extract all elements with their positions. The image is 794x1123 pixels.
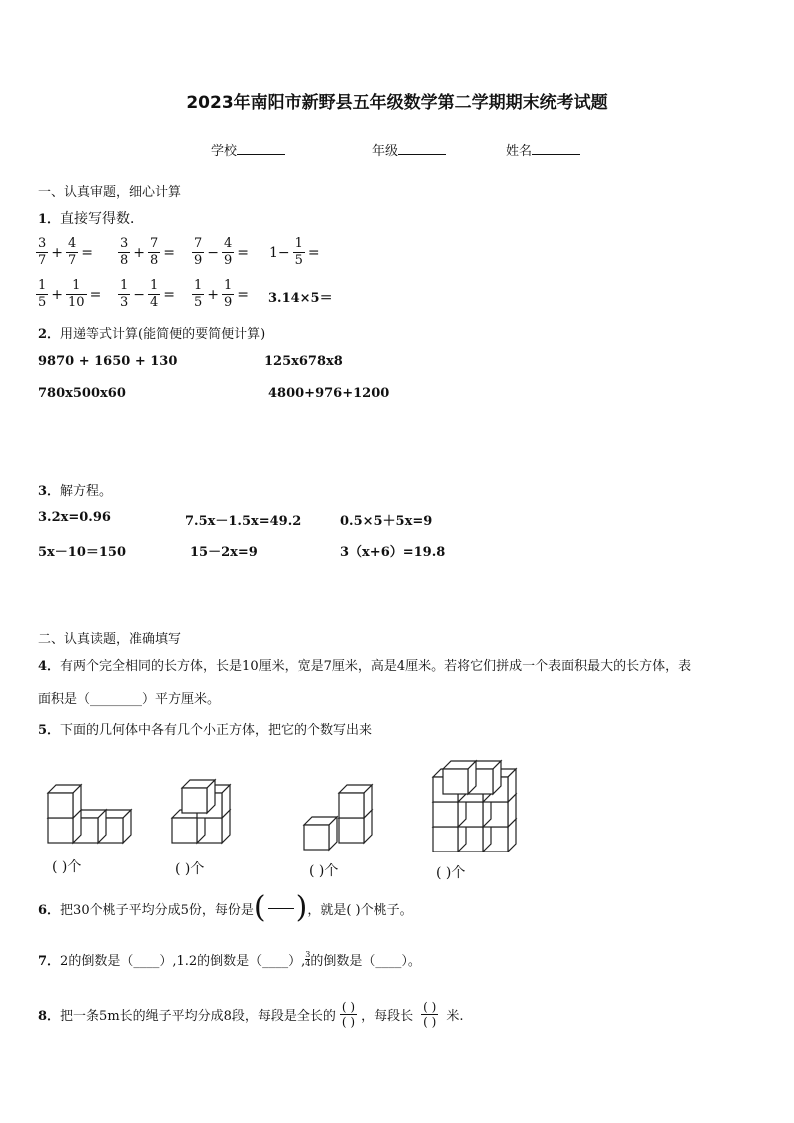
calc-item-1: $\frac{3}{7}$ + $\frac{4}{7}$ = [38,236,94,268]
fraction-blank[interactable]: ( ) [253,890,308,925]
figure-3-caption[interactable]: ( )个 [309,863,339,879]
figure-1 [48,785,131,843]
calc-item-2: $\frac{3}{8}$ + $\frac{7}{8}$ = [120,236,176,268]
calc-item-4: 1− $\frac{1}{5}$ = [269,236,320,268]
equation-3: 0.5×5＋5x=9 [340,514,433,529]
name-blank[interactable] [532,142,580,155]
equation-2: 7.5x－1.5x=49.2 [185,514,302,529]
figure-1-caption[interactable]: ( )个 [52,859,82,875]
figure-2 [172,780,230,843]
question-4: 4．有两个完全相同的长方体，长是10厘米，宽是7厘米，高是4厘米。若将它们拼成一个表面积最大的长方体，表 [38,659,692,674]
figure-3 [304,785,372,850]
figure-2-caption[interactable]: ( )个 [175,861,205,877]
figure-4 [433,761,516,852]
equation-4: 5x－10＝150 [38,545,127,560]
question-number: 1． [38,212,61,227]
calc-item-5: $\frac{1}{5}$ + $\frac{1}{10}$ = [38,278,102,310]
calc2-item-2: 125x678x8 [264,354,343,369]
school-label: 学校 [211,144,238,159]
figure-4-caption[interactable]: ( )个 [436,865,466,881]
name-field [506,140,580,159]
small-fraction: 3 4 [305,950,311,968]
question-4-line-2: 面积是（________）平方厘米。 [38,692,221,707]
calc-item-7: $\frac{1}{5}$ + $\frac{1}{9}$ = [194,278,250,310]
calc2-item-1: 9870 + 1650 + 130 [38,354,178,369]
equation-5: 15－2x=9 [190,545,258,560]
calc2-item-3: 780x500x60 [38,386,126,401]
question-7: 7． 2的倒数是（____）,1.2的倒数是（____）, 3 4 的倒数是（____）。 [38,950,421,969]
calc-item-6: $\frac{1}{3}$ − $\frac{1}{4}$ = [120,278,176,310]
school-field [211,140,285,159]
name-label: 姓名 [506,144,533,159]
calc-item-8: 3.14×5＝ [268,291,333,306]
equation-6: 3（x+6）=19.8 [340,545,446,560]
calc2-item-4: 4800+976+1200 [268,386,390,401]
section-1-heading: 一、认真审题，细心计算 [38,185,182,200]
grade-blank[interactable] [398,142,446,155]
question-2: 2．用递等式计算(能简便的要简便计算) [38,327,266,342]
fraction-blank-2[interactable]: $\frac{( )}{( )}$ [423,1000,437,1029]
question-6: 6． 把30个桃子平均分成5份，每份是 ( ) ，就是( )个桃子。 [38,890,413,925]
question-5: 5．下面的几何体中各有几个小正方体，把它的个数写出来 [38,723,373,738]
school-blank[interactable] [237,142,285,155]
cube-figures [40,752,520,852]
question-text: 直接写得数． [60,211,145,227]
grade-field [372,140,446,159]
equation-1: 3.2x=0.96 [38,510,111,525]
grade-label: 年级 [372,144,399,159]
fraction-blank-1[interactable]: $\frac{( )}{( )}$ [341,1000,356,1029]
calc-item-3: $\frac{7}{9}$ − $\frac{4}{9}$ = [194,236,250,268]
question-1 [38,208,144,228]
section-2-heading: 二、认真读题，准确填写 [38,632,182,647]
question-8: 8． 把一条5m长的绳子平均分成8段，每段是全长的 $\frac{( )}{( )}$ ，每段长 $\frac{( )}{( )}$ 米. [38,1000,464,1029]
question-3: 3．解方程。 [38,484,113,499]
page-title: 2023年南阳市新野县五年级数学第二学期期末统考试题 [186,93,608,113]
